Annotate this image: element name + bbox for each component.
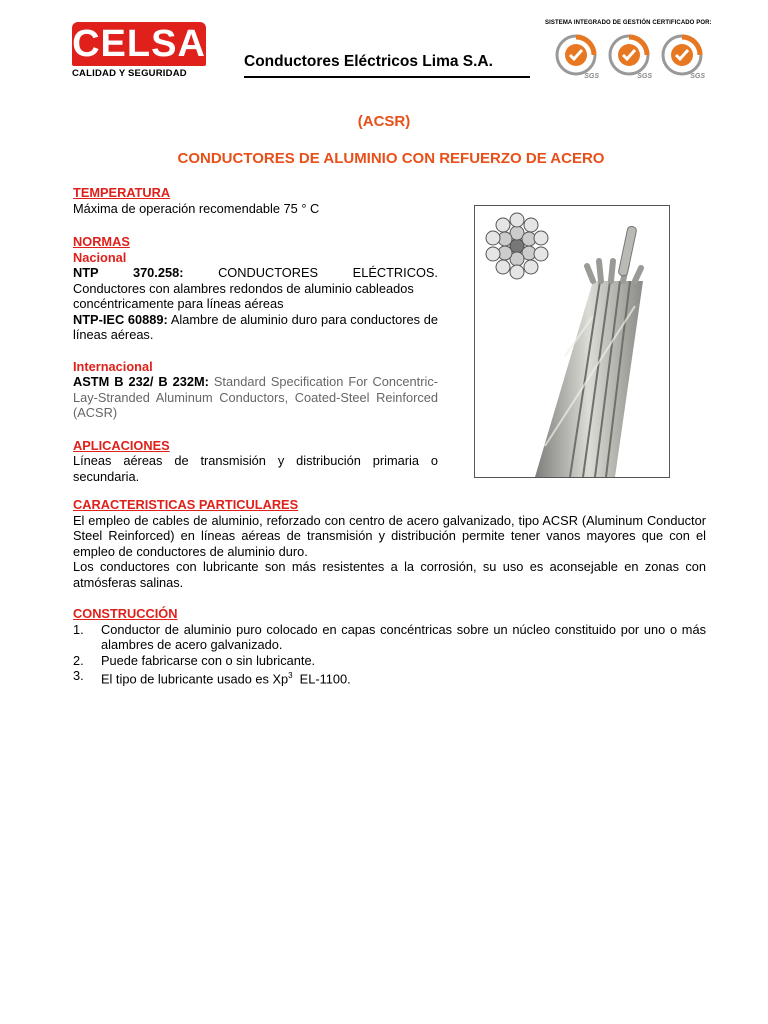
- list-item: [73, 668, 706, 687]
- cert-label: SGS: [690, 73, 705, 80]
- ntp-line1: CONDUCTORES ELÉCTRICOS.: [218, 265, 438, 280]
- cable-photo: [474, 205, 670, 478]
- list-text: Puede fabricarse con o sin lubricante.: [101, 652, 316, 668]
- list-number: 3.: [73, 668, 84, 683]
- ntp-description: Conductores con alambres redondos de aluminio cableados concéntricamente para líneas aéreas: [73, 280, 414, 311]
- company-name: Conductores Eléctricos Lima S.A.: [244, 53, 493, 70]
- cable-strands: [535, 226, 643, 477]
- sgs-cert-badge-icon: [661, 34, 705, 80]
- iec-paragraph: [73, 312, 438, 343]
- left-column: [73, 185, 438, 484]
- cert-title: SISTEMA INTEGRADO DE GESTIÓN CERTIFICADO POR:: [545, 20, 712, 26]
- cert-label: SGS: [584, 73, 599, 80]
- lubricant-code: EL-1100.: [292, 671, 351, 687]
- acsr-cable-image: [475, 206, 669, 477]
- aplicaciones-text: Líneas aéreas de transmisión y distribución primaria o secundaria.: [73, 453, 438, 484]
- list-number: 1.: [73, 621, 84, 637]
- construccion-list: [73, 622, 706, 687]
- acronym-title: (ACSR): [357, 113, 411, 130]
- aplicaciones-heading: APLICACIONES: [73, 437, 170, 453]
- astm-code: ASTM B 232/ B 232M:: [73, 374, 209, 389]
- caracteristicas-heading: CARACTERISTICAS PARTICULARES: [73, 497, 299, 512]
- list-item: [73, 622, 706, 653]
- sgs-cert-badge-icon: [608, 34, 652, 80]
- cross-section-icon: [486, 213, 548, 279]
- superscript: 3: [288, 671, 293, 680]
- nacional-subheading: Nacional: [73, 249, 127, 265]
- iec-code: NTP-IEC 60889:: [73, 311, 168, 327]
- ntp-line: [73, 265, 438, 281]
- list-item: [73, 653, 706, 669]
- logo-tagline: CALIDAD Y SEGURIDAD: [72, 68, 187, 79]
- list-text: Conductor de aluminio puro colocado en capas concéntricas sobre un núcleo constituido por uno o más alambres de acero galvanizado.: [101, 621, 706, 652]
- construccion-heading: CONSTRUCCIÓN: [73, 606, 178, 621]
- temperatura-heading: TEMPERATURA: [73, 185, 171, 200]
- sgs-cert-badge-icon: [555, 34, 599, 80]
- ntp-code: NTP 370.258:: [73, 265, 184, 280]
- caracteristicas-p1: El empleo de cables de aluminio, reforzado con centro de acero galvanizado, tipo ACSR (Aluminum Conductor Steel Reinforced) en líneas aéreas de transmisión y distribución permite tener vanos mayores que con el empleo de conductores de aluminio duro.: [73, 512, 706, 559]
- astm-paragraph: [73, 374, 438, 421]
- astm-text: Standard Specification For Concentric-Lay-Stranded Aluminum Conductors, Coated-Steel Reinforced (ACSR): [73, 374, 438, 420]
- header-divider: [244, 76, 530, 78]
- list-text: [101, 668, 706, 687]
- normas-heading: NORMAS: [73, 234, 130, 249]
- cert-label: SGS: [637, 73, 652, 80]
- list-number: 2.: [73, 652, 84, 668]
- caracteristicas-section: [73, 497, 706, 687]
- temperatura-text: Máxima de operación recomendable 75 ° C: [73, 200, 320, 216]
- caracteristicas-p2: Los conductores con lubricante son más resistentes a la corrosión, su uso es aconsejable en zonas con atmósferas salinas.: [73, 559, 706, 590]
- iec-text: Alambre de aluminio duro para conductores de líneas aéreas.: [73, 311, 438, 342]
- page-title: CONDUCTORES DE ALUMINIO CON REFUERZO DE ACERO: [177, 150, 605, 167]
- internacional-subheading: Internacional: [73, 358, 153, 374]
- lubricant-text: El tipo de lubricante usado es Xp: [101, 671, 289, 687]
- celsa-logo: CELSA: [72, 23, 206, 65]
